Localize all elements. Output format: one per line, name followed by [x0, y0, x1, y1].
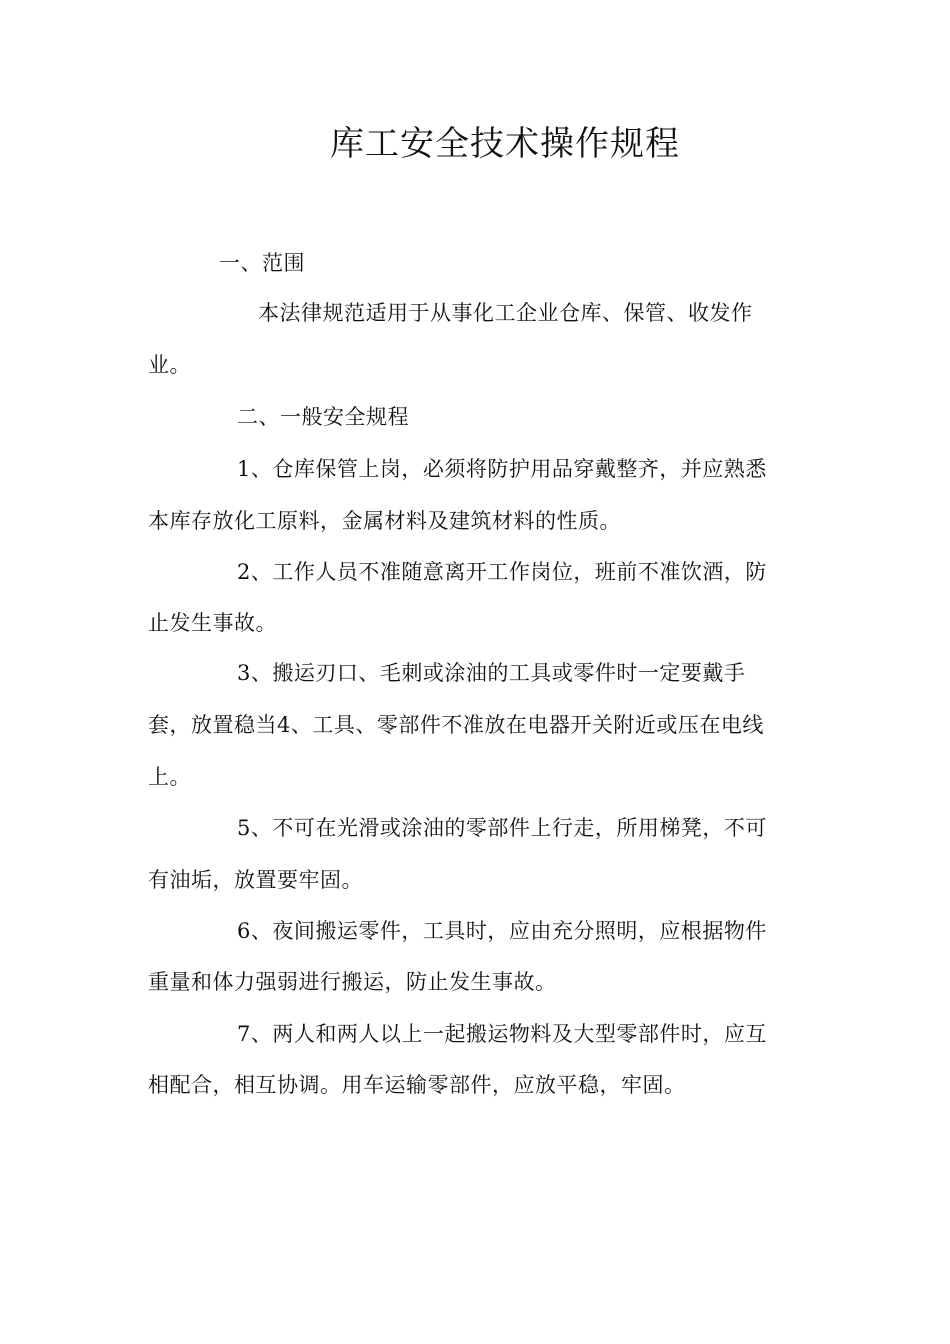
rule-5-line-2: 有油垢，放置要牢固。 — [148, 868, 363, 892]
rule-7-line-2: 相配合，相互协调。用车运输零部件，应放平稳，牢固。 — [148, 1073, 686, 1097]
document-title: 库工安全技术操作规程 — [330, 124, 680, 164]
rule-2-line-2: 止发生事故。 — [148, 611, 277, 635]
rule-3-line-3: 上。 — [148, 765, 191, 789]
rule-2-line-1: 2、工作人员不准随意离开工作岗位，班前不准饮酒，防 — [237, 560, 767, 584]
rule-1-line-1: 1、仓库保管上岗，必须将防护用品穿戴整齐，并应熟悉 — [237, 457, 767, 481]
scope-paragraph-line-1: 本法律规范适用于从事化工企业仓库、保管、收发作 — [258, 301, 753, 325]
section-heading-general-rules: 二、一般安全规程 — [237, 405, 409, 429]
rule-1-line-2: 本库存放化工原料，金属材料及建筑材料的性质。 — [148, 509, 621, 533]
rule-3-line-2: 套，放置稳当4、工具、零部件不准放在电器开关附近或压在电线 — [148, 713, 764, 737]
rule-7-line-1: 7、两人和两人以上一起搬运物料及大型零部件时，应互 — [237, 1022, 767, 1046]
rule-3-line-1: 3、搬运刃口、毛刺或涂油的工具或零件时一定要戴手 — [237, 661, 746, 685]
rule-6-line-1: 6、夜间搬运零件，工具时，应由充分照明，应根据物件 — [237, 919, 767, 943]
scope-paragraph-line-2: 业。 — [148, 353, 191, 377]
section-heading-scope: 一、范围 — [219, 251, 305, 275]
rule-5-line-1: 5、不可在光滑或涂油的零部件上行走，所用梯凳，不可 — [237, 816, 767, 840]
rule-6-line-2: 重量和体力强弱进行搬运，防止发生事故。 — [148, 970, 557, 994]
